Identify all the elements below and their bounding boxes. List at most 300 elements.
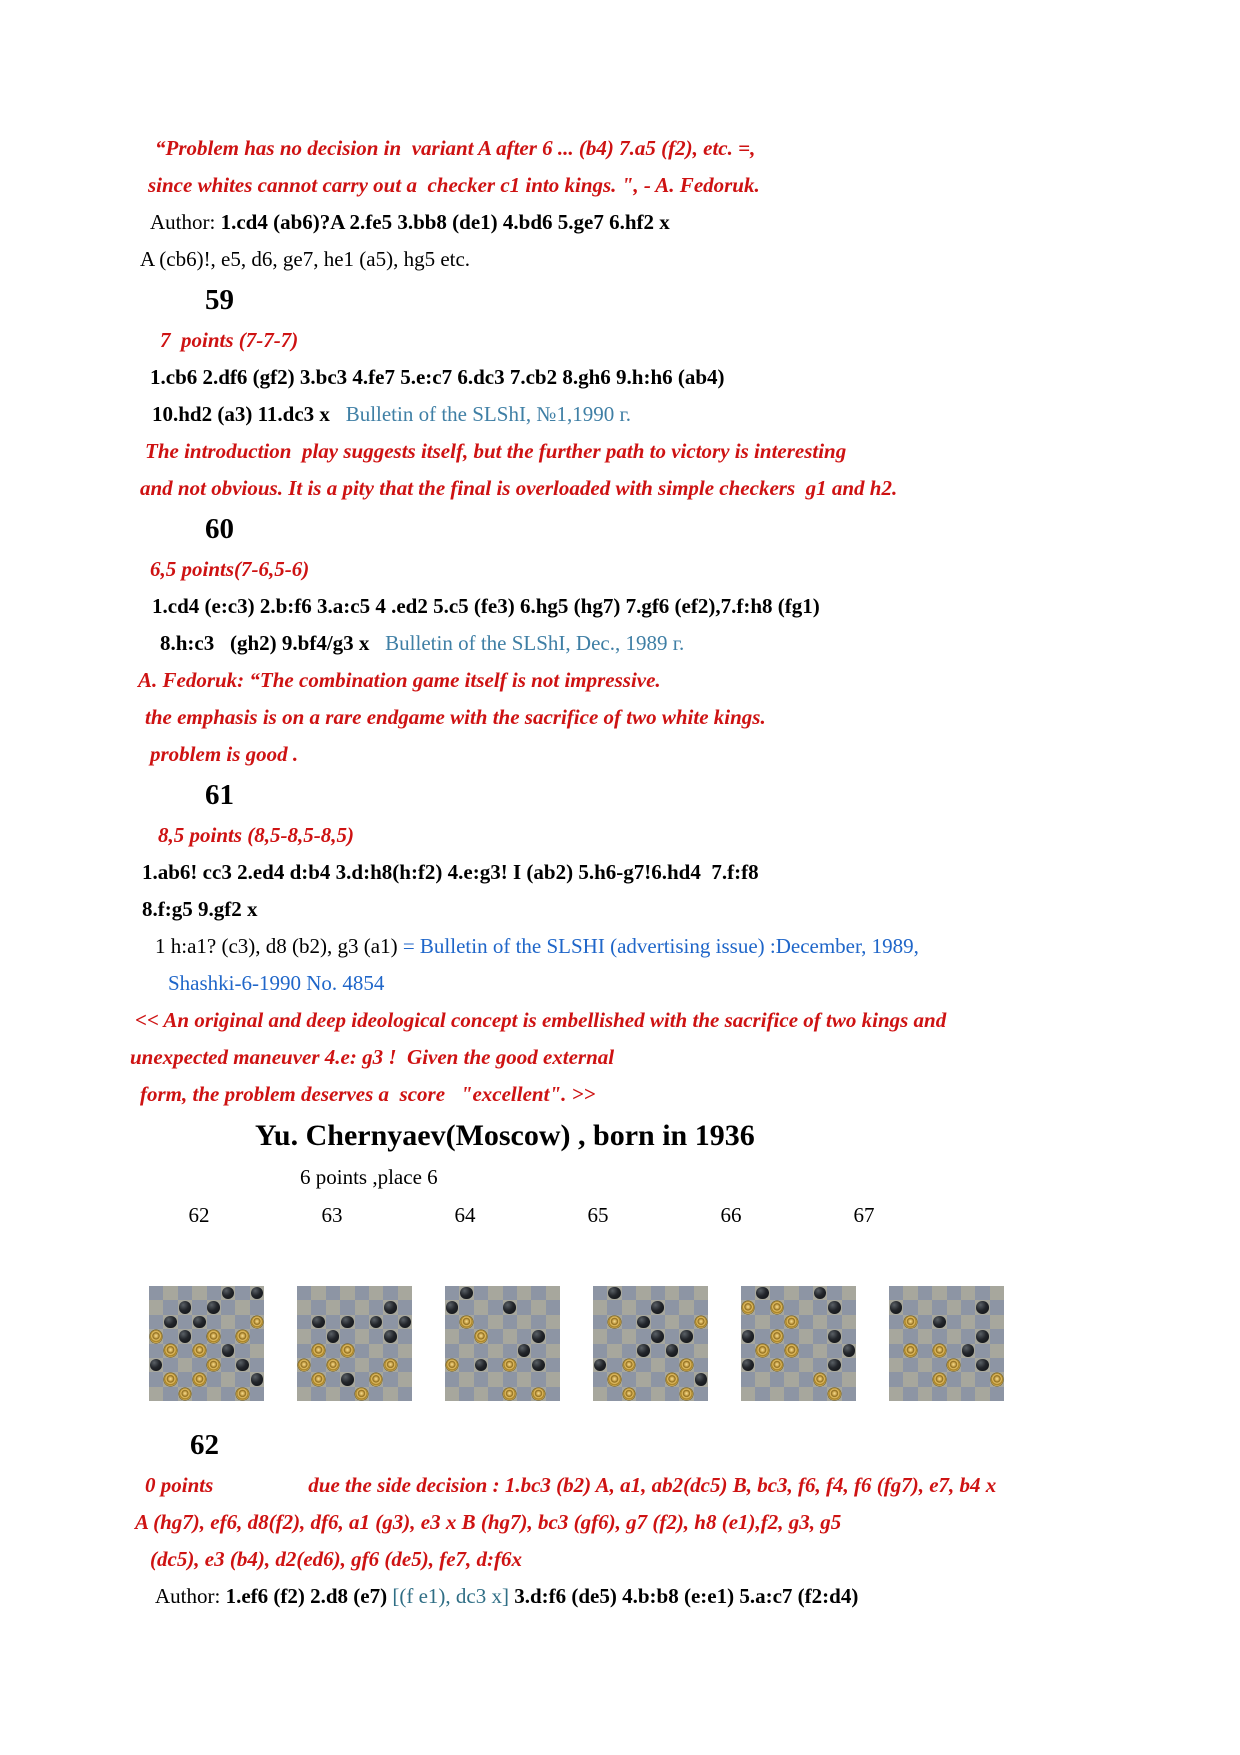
- board-cell: [221, 1315, 235, 1329]
- board-cell: [889, 1329, 903, 1343]
- problem-62-red-1: due the side decision : 1.bc3 (b2) A, a1, ab2(dc5) B, bc3, f6, f4, f6 (fg7), e7, b4 x: [308, 1473, 997, 1497]
- diagram-number: 67: [853, 1203, 875, 1227]
- problem-62-red-3: (dc5), e3 (b4), d2(ed6), gf6 (de5), fe7, d:f6x: [150, 1547, 523, 1571]
- board-cell: [593, 1315, 607, 1329]
- board-cell: [546, 1329, 560, 1343]
- black-piece: [193, 1316, 206, 1329]
- board-cell: [622, 1315, 636, 1329]
- white-piece: [623, 1388, 636, 1401]
- board-cell: [947, 1372, 961, 1386]
- board-cell: [221, 1300, 235, 1314]
- board-cell: [607, 1286, 621, 1300]
- bracket-variant: [(f e1), dc3 x]: [392, 1584, 509, 1608]
- black-piece: [828, 1359, 841, 1372]
- board-cell: [474, 1372, 488, 1386]
- board-cell: [163, 1387, 177, 1401]
- white-piece: [460, 1316, 473, 1329]
- board-cell: [340, 1329, 354, 1343]
- author-moves-1: 1.ef6 (f2) 2.d8 (e7): [225, 1584, 393, 1608]
- white-piece: [933, 1344, 946, 1357]
- board-cell: [784, 1329, 798, 1343]
- black-piece: [251, 1287, 264, 1300]
- board-cell: [531, 1387, 545, 1401]
- black-piece: [666, 1344, 679, 1357]
- board-cell: [178, 1358, 192, 1372]
- black-piece: [828, 1330, 841, 1343]
- board-cell: [918, 1329, 932, 1343]
- board-cell: [889, 1300, 903, 1314]
- board-cell: [694, 1286, 708, 1300]
- board-cell: [636, 1300, 650, 1314]
- board-cell: [178, 1300, 192, 1314]
- black-piece: [341, 1316, 354, 1329]
- diagram-number: 66: [720, 1203, 742, 1227]
- board-cell: [607, 1329, 621, 1343]
- board-cell: [459, 1344, 473, 1358]
- board-cell: [445, 1387, 459, 1401]
- board-cell: [149, 1372, 163, 1386]
- white-piece: [164, 1344, 177, 1357]
- black-piece: [532, 1359, 545, 1372]
- white-piece: [150, 1330, 163, 1343]
- board-cell: [383, 1344, 397, 1358]
- board-cell: [192, 1315, 206, 1329]
- problem-62-points-line: [145, 1467, 1240, 1504]
- board-cell: [741, 1344, 755, 1358]
- black-piece: [532, 1330, 545, 1343]
- board-cell: [517, 1372, 531, 1386]
- board-cell: [445, 1286, 459, 1300]
- white-piece: [933, 1373, 946, 1386]
- checkers-board: [149, 1286, 264, 1401]
- board-cell: [741, 1329, 755, 1343]
- note-text: 1 h:a1? (c3), d8 (b2), g3 (a1): [155, 934, 403, 958]
- board-cell: [192, 1300, 206, 1314]
- board-cell: [593, 1329, 607, 1343]
- board-cell: [221, 1344, 235, 1358]
- board-cell: [221, 1358, 235, 1372]
- board-cell: [398, 1344, 412, 1358]
- board-cell: [459, 1300, 473, 1314]
- board-cell: [889, 1372, 903, 1386]
- board-cell: [546, 1315, 560, 1329]
- board-cell: [250, 1372, 264, 1386]
- variant-line: A (cb6)!, e5, d6, ge7, he1 (a5), hg5 etc.: [140, 247, 471, 271]
- white-piece: [236, 1330, 249, 1343]
- board-cell: [770, 1315, 784, 1329]
- board-cell: [221, 1372, 235, 1386]
- board-cell: [546, 1300, 560, 1314]
- problem-62-author-line: [155, 1578, 1240, 1615]
- board-cell: [593, 1300, 607, 1314]
- board-cell: [636, 1286, 650, 1300]
- white-piece: [947, 1359, 960, 1372]
- board-cell: [889, 1344, 903, 1358]
- board-cell: [694, 1329, 708, 1343]
- board-cell: [665, 1344, 679, 1358]
- board-cell: [149, 1329, 163, 1343]
- board-cell: [827, 1315, 841, 1329]
- board-cell: [517, 1358, 531, 1372]
- board-cell: [607, 1344, 621, 1358]
- author-moves: 1.cd4 (ab6)?A 2.fe5 3.bb8 (de1) 4.bd6 5.ge7 6.hf2 x: [220, 210, 670, 234]
- board-cell: [149, 1315, 163, 1329]
- board-cell: [918, 1300, 932, 1314]
- board-cell: [918, 1372, 932, 1386]
- bulletin-reference: = Bulletin of the SLSHI (advertising issue) :December, 1989,: [402, 934, 919, 958]
- board-cell: [340, 1372, 354, 1386]
- board-cell: [755, 1387, 769, 1401]
- board-cell: [488, 1372, 502, 1386]
- board-cell: [651, 1387, 665, 1401]
- black-piece: [651, 1330, 664, 1343]
- board-cell: [784, 1315, 798, 1329]
- board-cell: [369, 1300, 383, 1314]
- board-cell: [488, 1387, 502, 1401]
- black-piece: [179, 1301, 192, 1314]
- problem-59-moves-2: [152, 396, 1240, 433]
- board-cell: [192, 1372, 206, 1386]
- board-cell: [459, 1372, 473, 1386]
- problem-60-comment-2: the emphasis is on a rare endgame with the sacrifice of two white kings.: [145, 705, 766, 729]
- board-cell: [340, 1315, 354, 1329]
- board-cell: [192, 1286, 206, 1300]
- board-cell: [932, 1329, 946, 1343]
- board-cell: [755, 1372, 769, 1386]
- board-cell: [607, 1300, 621, 1314]
- board-cell: [755, 1286, 769, 1300]
- board-cell: [311, 1372, 325, 1386]
- board-cell: [961, 1300, 975, 1314]
- board-cell: [445, 1372, 459, 1386]
- board-cell: [770, 1387, 784, 1401]
- board-cell: [235, 1329, 249, 1343]
- board-cell: [975, 1286, 989, 1300]
- board-cell: [947, 1358, 961, 1372]
- board-cell: [975, 1372, 989, 1386]
- board-cell: [889, 1358, 903, 1372]
- board-cell: [918, 1358, 932, 1372]
- board-cell: [636, 1344, 650, 1358]
- board-cell: [889, 1387, 903, 1401]
- board-cell: [903, 1286, 917, 1300]
- black-piece: [399, 1316, 412, 1329]
- board-cell: [369, 1344, 383, 1358]
- board-cell: [250, 1344, 264, 1358]
- board-cell: [221, 1286, 235, 1300]
- board-cell: [474, 1300, 488, 1314]
- board-cell: [297, 1315, 311, 1329]
- board-cell: [827, 1387, 841, 1401]
- board-cell: [369, 1372, 383, 1386]
- board-cell: [235, 1344, 249, 1358]
- board-cell: [679, 1358, 693, 1372]
- board-cell: [990, 1358, 1004, 1372]
- board-cell: [770, 1344, 784, 1358]
- black-piece: [976, 1301, 989, 1314]
- board-cell: [398, 1358, 412, 1372]
- checkers-board: [297, 1286, 412, 1401]
- board-cell: [813, 1387, 827, 1401]
- board-cell: [755, 1329, 769, 1343]
- board-cell: [445, 1300, 459, 1314]
- author-label: Author:: [150, 210, 221, 234]
- black-piece: [370, 1316, 383, 1329]
- board-cell: [178, 1315, 192, 1329]
- black-piece: [164, 1316, 177, 1329]
- black-piece: [222, 1287, 235, 1300]
- black-piece: [446, 1301, 459, 1314]
- board-cell: [961, 1315, 975, 1329]
- board-cell: [326, 1387, 340, 1401]
- board-cell: [250, 1315, 264, 1329]
- white-piece: [771, 1330, 784, 1343]
- board-cell: [355, 1344, 369, 1358]
- board-cell: [593, 1286, 607, 1300]
- problem-62-number: 62: [190, 1429, 219, 1461]
- white-piece: [503, 1388, 516, 1401]
- board-cell: [546, 1286, 560, 1300]
- board-cell: [149, 1286, 163, 1300]
- board-cell: [947, 1300, 961, 1314]
- board-cell: [784, 1387, 798, 1401]
- white-piece: [312, 1344, 325, 1357]
- board-cell: [163, 1286, 177, 1300]
- checkers-board: [445, 1286, 560, 1401]
- diagram-strip: [149, 1286, 1240, 1401]
- board-cell: [355, 1358, 369, 1372]
- board-cell: [932, 1300, 946, 1314]
- board-cell: [398, 1372, 412, 1386]
- problem-61-number: 61: [205, 779, 234, 811]
- board-cell: [975, 1329, 989, 1343]
- board-cell: [975, 1315, 989, 1329]
- player-subheading: 6 points ,place 6: [300, 1165, 438, 1189]
- board-cell: [398, 1286, 412, 1300]
- board-cell: [651, 1300, 665, 1314]
- board-cell: [622, 1329, 636, 1343]
- board-cell: [459, 1358, 473, 1372]
- board-cell: [665, 1300, 679, 1314]
- board-cell: [235, 1286, 249, 1300]
- black-piece: [814, 1287, 827, 1300]
- board-cell: [163, 1372, 177, 1386]
- white-piece: [298, 1359, 311, 1372]
- board-cell: [178, 1286, 192, 1300]
- black-piece: [251, 1373, 264, 1386]
- board-cell: [842, 1372, 856, 1386]
- black-piece: [637, 1344, 650, 1357]
- board-cell: [842, 1344, 856, 1358]
- black-piece: [651, 1301, 664, 1314]
- board-cell: [622, 1372, 636, 1386]
- problem-59-comment-2: and not obvious. It is a pity that the final is overloaded with simple checkers g1 and h2.: [140, 476, 898, 500]
- black-piece: [236, 1359, 249, 1372]
- white-piece: [179, 1388, 192, 1401]
- board-cell: [784, 1372, 798, 1386]
- board-cell: [665, 1358, 679, 1372]
- board-cell: [607, 1387, 621, 1401]
- board-cell: [679, 1286, 693, 1300]
- board-cell: [799, 1372, 813, 1386]
- board-cell: [459, 1286, 473, 1300]
- board-cell: [297, 1344, 311, 1358]
- board-cell: [975, 1387, 989, 1401]
- board-cell: [636, 1315, 650, 1329]
- board-cell: [488, 1300, 502, 1314]
- board-cell: [799, 1329, 813, 1343]
- board-cell: [311, 1300, 325, 1314]
- board-cell: [694, 1387, 708, 1401]
- black-piece: [976, 1359, 989, 1372]
- board-cell: [163, 1344, 177, 1358]
- board-cell: [326, 1358, 340, 1372]
- board-cell: [770, 1300, 784, 1314]
- problem-62-red-2: A (hg7), ef6, d8(f2), df6, a1 (g3), e3 x B (hg7), bc3 (gf6), g7 (f2), h8 (e1),f2, g3, g5: [135, 1510, 842, 1534]
- board-cell: [827, 1286, 841, 1300]
- board-cell: [741, 1300, 755, 1314]
- board-cell: [546, 1344, 560, 1358]
- black-piece: [637, 1316, 650, 1329]
- black-piece: [680, 1330, 693, 1343]
- board-cell: [755, 1315, 769, 1329]
- white-piece: [904, 1316, 917, 1329]
- board-cell: [679, 1387, 693, 1401]
- board-cell: [207, 1372, 221, 1386]
- problem-60-moves-1: 1.cd4 (e:c3) 2.b:f6 3.a:c5 4 .ed2 5.c5 (fe3) 6.hg5 (hg7) 7.gf6 (ef2),7.f:h8 (fg1): [152, 594, 820, 618]
- board-cell: [178, 1344, 192, 1358]
- board-cell: [383, 1315, 397, 1329]
- board-cell: [679, 1372, 693, 1386]
- board-cell: [326, 1300, 340, 1314]
- board-cell: [398, 1329, 412, 1343]
- board-cell: [546, 1387, 560, 1401]
- board-cell: [947, 1387, 961, 1401]
- board-cell: [961, 1387, 975, 1401]
- board-cell: [517, 1329, 531, 1343]
- board-cell: [297, 1286, 311, 1300]
- board-cell: [741, 1286, 755, 1300]
- board-cell: [784, 1344, 798, 1358]
- board-cell: [947, 1344, 961, 1358]
- board-cell: [665, 1315, 679, 1329]
- board-cell: [488, 1315, 502, 1329]
- board-cell: [679, 1315, 693, 1329]
- board-cell: [990, 1344, 1004, 1358]
- board-cell: [311, 1387, 325, 1401]
- board-cell: [531, 1315, 545, 1329]
- white-piece: [251, 1316, 264, 1329]
- board-cell: [517, 1344, 531, 1358]
- board-cell: [961, 1286, 975, 1300]
- board-cell: [221, 1329, 235, 1343]
- board-cell: [770, 1358, 784, 1372]
- board-cell: [488, 1344, 502, 1358]
- quote-line-2: since whites cannot carry out a checker c1 into kings. ", - A. Fedoruk.: [148, 173, 760, 197]
- board-cell: [665, 1329, 679, 1343]
- board-cell: [192, 1358, 206, 1372]
- board-cell: [990, 1315, 1004, 1329]
- board-cell: [149, 1358, 163, 1372]
- board-cell: [235, 1358, 249, 1372]
- black-piece: [384, 1301, 397, 1314]
- board-cell: [250, 1329, 264, 1343]
- board-cell: [445, 1329, 459, 1343]
- problem-61-moves-1: 1.ab6! cc3 2.ed4 d:b4 3.d:h8(h:f2) 4.e:g3! I (ab2) 5.h6-g7!6.hd4 7.f:f8: [142, 860, 759, 884]
- problem-61-comment-3: form, the problem deserves a score "excellent". >>: [140, 1082, 596, 1106]
- board-cell: [813, 1329, 827, 1343]
- board-cell: [383, 1372, 397, 1386]
- board-cell: [326, 1315, 340, 1329]
- board-cell: [369, 1358, 383, 1372]
- board-cell: [827, 1300, 841, 1314]
- board-cell: [990, 1387, 1004, 1401]
- board-cell: [741, 1358, 755, 1372]
- board-cell: [250, 1300, 264, 1314]
- board-cell: [503, 1344, 517, 1358]
- board-cell: [990, 1329, 1004, 1343]
- board-cell: [474, 1286, 488, 1300]
- board-cell: [235, 1372, 249, 1386]
- black-piece: [222, 1344, 235, 1357]
- board-cell: [990, 1372, 1004, 1386]
- white-piece: [742, 1301, 755, 1314]
- board-cell: [770, 1286, 784, 1300]
- board-cell: [903, 1315, 917, 1329]
- board-cell: [474, 1315, 488, 1329]
- board-cell: [961, 1329, 975, 1343]
- white-piece: [503, 1359, 516, 1372]
- board-cell: [235, 1387, 249, 1401]
- board-cell: [355, 1329, 369, 1343]
- board-cell: [799, 1300, 813, 1314]
- board-cell: [163, 1300, 177, 1314]
- black-piece: [976, 1330, 989, 1343]
- board-cell: [975, 1300, 989, 1314]
- diagram-number: 63: [321, 1203, 343, 1227]
- problem-59-comment-1: The introduction play suggests itself, but the further path to victory is interesting: [145, 439, 847, 463]
- board-cell: [503, 1286, 517, 1300]
- white-piece: [446, 1359, 459, 1372]
- checkers-board: [593, 1286, 708, 1401]
- white-piece: [327, 1359, 340, 1372]
- board-cell: [459, 1315, 473, 1329]
- board-cell: [903, 1387, 917, 1401]
- board-cell: [932, 1344, 946, 1358]
- diagram-label-row: [174, 1200, 1240, 1230]
- black-piece: [475, 1359, 488, 1372]
- board-cell: [383, 1358, 397, 1372]
- board-cell: [593, 1372, 607, 1386]
- black-piece: [384, 1330, 397, 1343]
- board-cell: [531, 1372, 545, 1386]
- board-cell: [918, 1387, 932, 1401]
- white-piece: [164, 1373, 177, 1386]
- problem-60-comment-1: A. Fedoruk: “The combination game itself is not impressive.: [138, 668, 661, 692]
- black-piece: [742, 1359, 755, 1372]
- black-piece: [503, 1301, 516, 1314]
- board-cell: [784, 1358, 798, 1372]
- board-cell: [488, 1286, 502, 1300]
- board-cell: [679, 1329, 693, 1343]
- white-piece: [904, 1344, 917, 1357]
- board-cell: [531, 1329, 545, 1343]
- board-cell: [326, 1329, 340, 1343]
- bulletin-reference: Bulletin of the SLShI, №1,1990 г.: [345, 402, 631, 426]
- problem-60-points: 6,5 points(7-6,5-6): [150, 557, 310, 581]
- board-cell: [297, 1358, 311, 1372]
- author-moves-2: 3.d:f6 (de5) 4.b:b8 (e:e1) 5.a:c7 (f2:d4): [508, 1584, 859, 1608]
